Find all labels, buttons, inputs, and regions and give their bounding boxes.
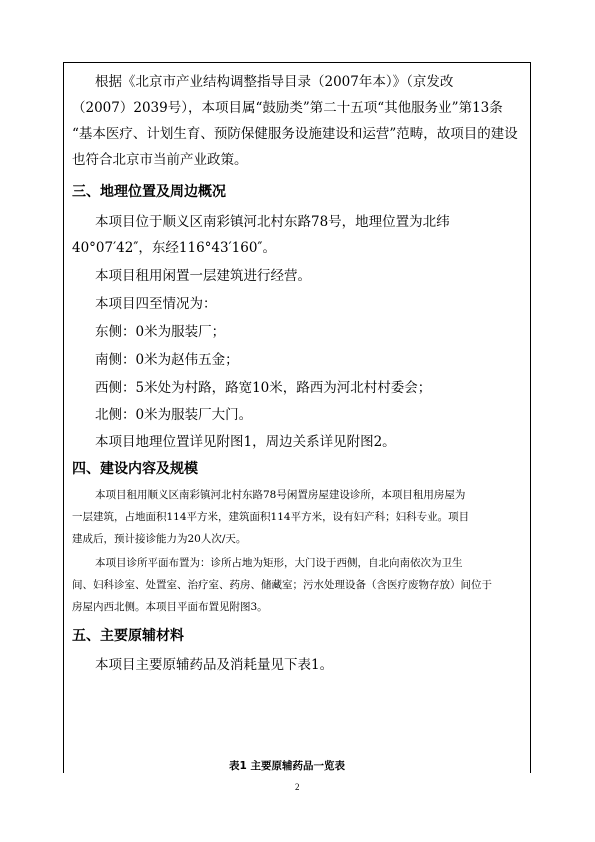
section4-line-4: 本项目诊所平面布置为：诊所占地为矩形，大门设于西侧，自北向南依次为卫生 bbox=[95, 557, 463, 569]
intro-line-1: 根据《北京市产业结构调整指导目录（2007年本）》（京发改 bbox=[95, 74, 454, 90]
intro-line-4: 也符合北京市当前产业政策。 bbox=[72, 152, 248, 168]
section3-line-5: 东侧：0米为服装厂； bbox=[95, 324, 226, 340]
section4-line-5: 间、妇科诊室、处置室、治疗室、药房、储藏室；污水处理设备（含医疗废物存放）间位于 bbox=[72, 579, 492, 591]
section3-line-8: 北侧：0米为服装厂大门。 bbox=[95, 407, 253, 423]
section5-line-1: 本项目主要原辅药品及消耗量见下表1。 bbox=[95, 657, 334, 673]
section3-line-7: 西侧：5米处为村路，路宽10米，路西为河北村村委会； bbox=[95, 380, 432, 396]
section4-line-2: 一层建筑，占地面积114平方米，建筑面积114平方米，设有妇产科；妇科专业。项目 bbox=[72, 511, 470, 523]
intro-line-2: （2007）2039号），本项目属“鼓励类”第二十五项“其他服务业”第13条 bbox=[72, 100, 503, 116]
table-caption: 表1 主要原辅药品一览表 bbox=[229, 760, 345, 772]
section4-line-1: 本项目租用顺义区南彩镇河北村东路78号闲置房屋建设诊所，本项目租用房屋为 bbox=[95, 489, 466, 501]
page-number: 2 bbox=[295, 782, 300, 792]
section3-title: 三、地理位置及周边概况 bbox=[72, 184, 226, 200]
section3-line-9: 本项目地理位置详见附图1，周边关系详见附图2。 bbox=[95, 434, 396, 450]
section3-line-4: 本项目四至情况为： bbox=[95, 296, 217, 312]
section5-title: 五、主要原辅材料 bbox=[72, 628, 184, 644]
section4-line-6: 房屋内西北侧。本项目平面布置见附图3。 bbox=[72, 601, 268, 613]
intro-line-3: “基本医疗、计划生育、预防保健服务设施建设和运营”范畴，故项目的建设 bbox=[72, 126, 518, 142]
section3-line-1: 本项目位于顺义区南彩镇河北村东路78号，地理位置为北纬 bbox=[95, 214, 450, 230]
section4-title: 四、建设内容及规模 bbox=[72, 461, 198, 477]
section4-line-3: 建成后，预计接诊能力为20人次/天。 bbox=[72, 533, 247, 545]
section3-line-3: 本项目租用闲置一层建筑进行经营。 bbox=[95, 268, 311, 284]
section3-line-2: 40°07′42″，东经116°43′160″。 bbox=[72, 240, 276, 256]
section3-line-6: 南侧：0米为赵伟五金； bbox=[95, 352, 239, 368]
